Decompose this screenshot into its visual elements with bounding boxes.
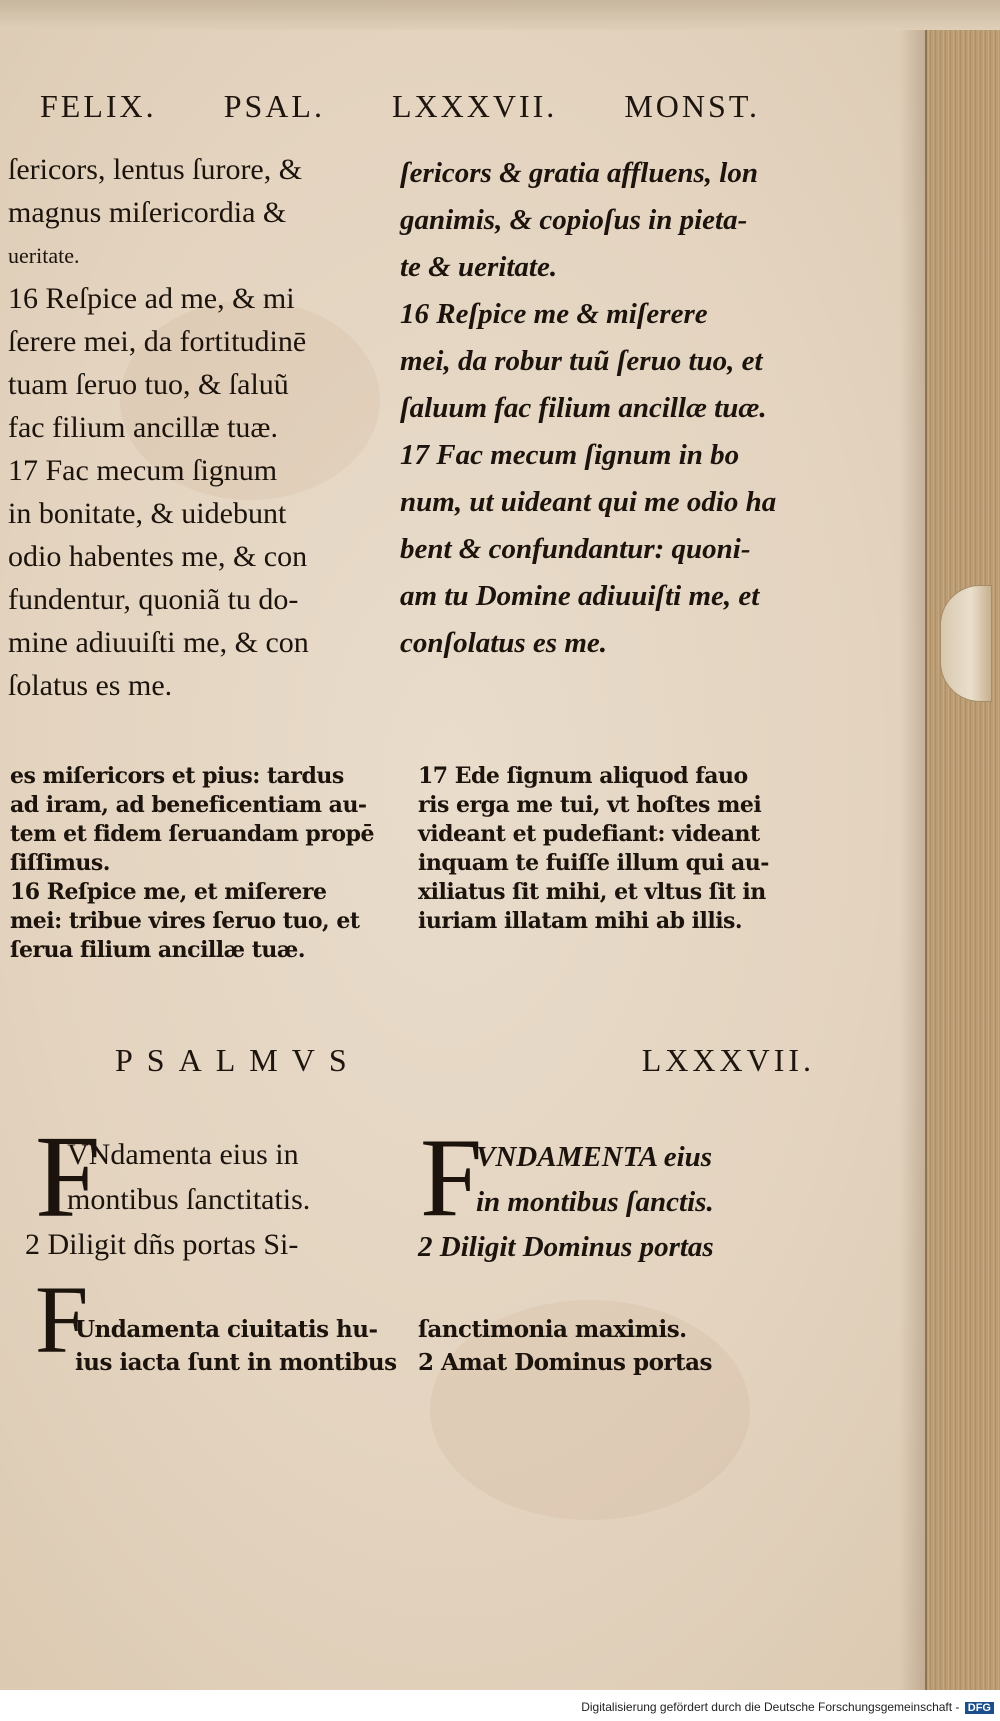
psalm-heading-number: LXXXVII.: [641, 1042, 815, 1078]
text-line: 2 Diligit dñs portas Si-: [25, 1228, 299, 1261]
text-line: es miſericors et pius: tardus: [10, 763, 344, 789]
text-line: mine adiuuiſti me, & con: [8, 626, 309, 659]
funding-credit: [581, 1700, 994, 1714]
psalm-heading-word: PSALMVS: [115, 1042, 361, 1078]
text-line: montibus ſanctitatis.: [67, 1183, 311, 1216]
text-line: ganimis, & copioſus in pieta-: [400, 204, 748, 236]
text-line: 17 Ede ſignum aliquod fauo: [418, 763, 748, 789]
text-line: ſerua filium ancillæ tuæ.: [10, 937, 306, 963]
psalm-heading: [115, 1042, 815, 1079]
text-line: 2 Amat Dominus portas: [418, 1349, 713, 1376]
text-line: mei, da robur tuũ ſeruo tuo, et: [400, 345, 763, 377]
text-line: tem et fidem ſeruandam propē: [10, 821, 374, 847]
text-line: VNdamenta eius in: [67, 1138, 299, 1171]
text-line: Undamenta ciuitatis hu-: [75, 1316, 378, 1343]
running-head-number: LXXXVII.: [392, 88, 558, 124]
text-line: 16 Reſpice ad me, & mi: [8, 282, 295, 315]
drop-cap: F: [35, 1266, 89, 1373]
text-line: magnus miſericordia &: [8, 196, 287, 229]
text-line: in montibus ſanctis.: [476, 1186, 714, 1218]
text-line: ius iacta ſunt in montibus: [75, 1349, 397, 1376]
text-line: num, ut uideant qui me odio ha: [400, 486, 777, 518]
text-line: VNDAMENTA eius: [476, 1141, 713, 1173]
text-line: ris erga me tui, vt hoſtes mei: [418, 792, 762, 818]
text-line: conſolatus es me.: [400, 627, 608, 659]
text-line: ſolatus es me.: [8, 669, 173, 702]
book-clasp: [940, 585, 992, 702]
text-line: fac filium ancillæ tuæ.: [8, 411, 278, 444]
text-line: ſerere mei, da fortitudinē: [8, 325, 307, 358]
page-top-shadow: [0, 0, 1000, 30]
drop-cap: F: [420, 1116, 483, 1240]
text-line: bent & confundantur: quoni-: [400, 533, 751, 565]
psalm-right-column: [418, 1135, 838, 1270]
text-line: 16 Reſpice me, et miſerere: [10, 879, 327, 905]
text-line: 2 Diligit Dominus portas: [418, 1231, 714, 1263]
text-line: in bonitate, & uidebunt: [8, 497, 287, 530]
middle-right-column: [418, 762, 838, 936]
text-line: 17 Fac mecum ſignum in bo: [400, 439, 740, 471]
text-line: videant et pudefiant: videant: [418, 821, 760, 847]
text-line: odio habentes me, & con: [8, 540, 308, 573]
psalm-left-column: [25, 1132, 405, 1267]
text-line: ſaluum fac filium ancillæ tuæ.: [400, 392, 767, 424]
text-line: xiliatus ſit mihi, et vltus ſit in: [418, 879, 766, 905]
text-line: fundentur, quoniã tu do-: [8, 583, 299, 616]
bottom-left-column: [75, 1313, 405, 1379]
text-line: ſericors & gratia affluens, lon: [400, 157, 758, 189]
text-line: 17 Fac mecum ſignum: [8, 454, 278, 487]
text-line: tuam ſeruo tuo, & ſaluũ: [8, 368, 289, 401]
running-head-mid: PSAL.: [223, 88, 325, 124]
top-right-column: [400, 150, 830, 667]
text-line: ad iram, ad beneficentiam au-: [10, 792, 367, 818]
page-edges: [925, 30, 1000, 1690]
running-head-left: FELIX.: [40, 88, 157, 124]
text-line: am tu Domine adiuuiſti me, et: [400, 580, 760, 612]
dfg-logo: DFG: [965, 1702, 994, 1714]
text-line: ſericors, lentus ſurore, &: [8, 153, 303, 186]
text-line: ueritate.: [8, 243, 80, 268]
top-left-column: [8, 148, 388, 707]
drop-cap: F: [35, 1111, 101, 1242]
text-line: mei: tribue vires ſeruo tuo, et: [10, 908, 360, 934]
running-head-right: MONST.: [624, 88, 760, 124]
middle-left-column: [10, 762, 410, 965]
text-line: 16 Reſpice me & miſerere: [400, 298, 708, 330]
text-line: ſanctimonia maximis.: [418, 1316, 687, 1343]
text-line: inquam te fuiſſe illum qui au-: [418, 850, 769, 876]
running-head: [40, 88, 760, 125]
funding-credit-text: Digitalisierung gefördert durch die Deutsche Forschungsgemeinschaft -: [581, 1700, 960, 1714]
bottom-right-column: [418, 1313, 838, 1379]
text-line: iuriam illatam mihi ab illis.: [418, 908, 743, 934]
text-line: te & ueritate.: [400, 251, 558, 283]
text-line: ſiſſimus.: [10, 850, 110, 876]
